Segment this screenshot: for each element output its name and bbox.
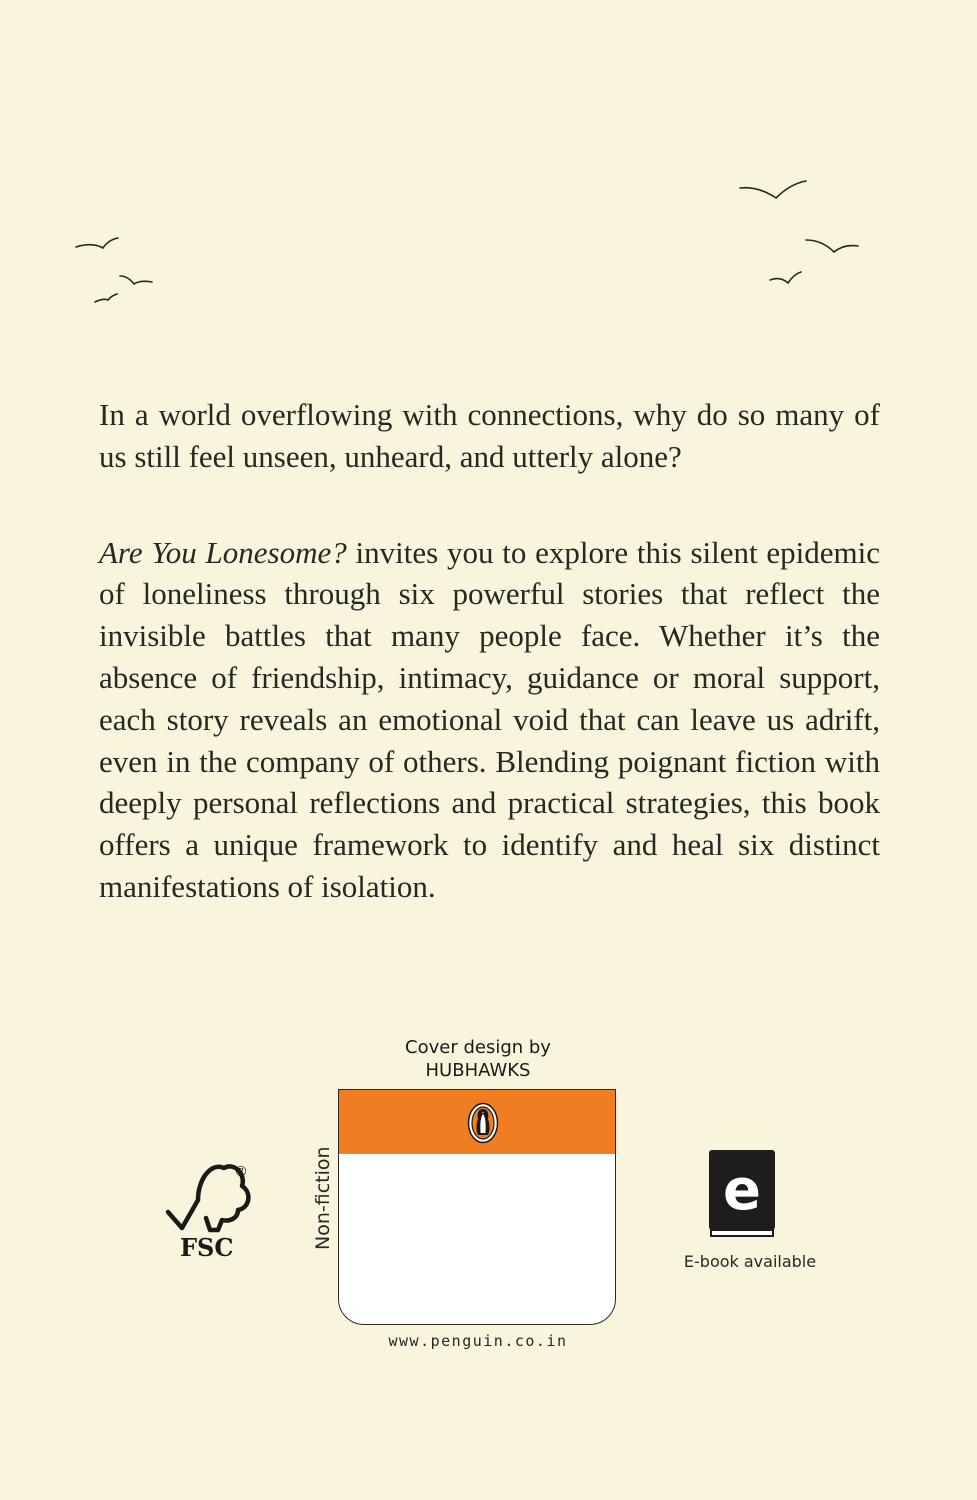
ebook-label: E-book available [683, 1252, 817, 1271]
cover-credit-designer: HUBHAWKS [425, 1060, 531, 1081]
cover-credit [338, 1036, 618, 1082]
blurb-body [99, 532, 880, 908]
bird-icon [770, 272, 801, 283]
publisher-website: www.penguin.co.in [388, 1332, 568, 1350]
bird-icon [740, 181, 806, 198]
bird-icon [95, 294, 117, 302]
bird-icon [76, 238, 118, 248]
bird-icon [806, 240, 858, 252]
blurb-body-text: invites you to explore this silent epidemic of loneliness through six powerful stories that reflect the invisible battles that many people face. Whether it’s the absence of friendship, intimacy, guidance or moral support, each story reveals an emotional void that can leave us adrift, even in the company of others. Blending poignant fiction with deeply personal reflections and practical strategies, this book offers a unique framework to identify and heal six distinct manifestations of isolation. [99, 534, 881, 904]
bird-icon [120, 276, 152, 284]
penguin-logo [467, 1102, 499, 1144]
ebook-letter: e [723, 1158, 761, 1223]
fsc-text: FSC [180, 1233, 234, 1260]
category-label: Non-fiction [312, 1146, 334, 1250]
registered-mark: ® [234, 1164, 248, 1180]
back-cover-blurb [99, 394, 880, 962]
blurb-intro: In a world overflowing with connections, why do so many of us still feel unseen, unheard, and utterly alone? [99, 397, 880, 474]
ebook-icon [707, 1148, 777, 1240]
penguin-band [339, 1090, 615, 1154]
fsc-tree-logo [160, 1160, 260, 1260]
cover-credit-line1: Cover design by [405, 1037, 551, 1058]
bird-silhouettes [0, 0, 977, 360]
book-title: Are You Lonesome? [99, 534, 347, 570]
penguin-price-box [338, 1089, 616, 1325]
